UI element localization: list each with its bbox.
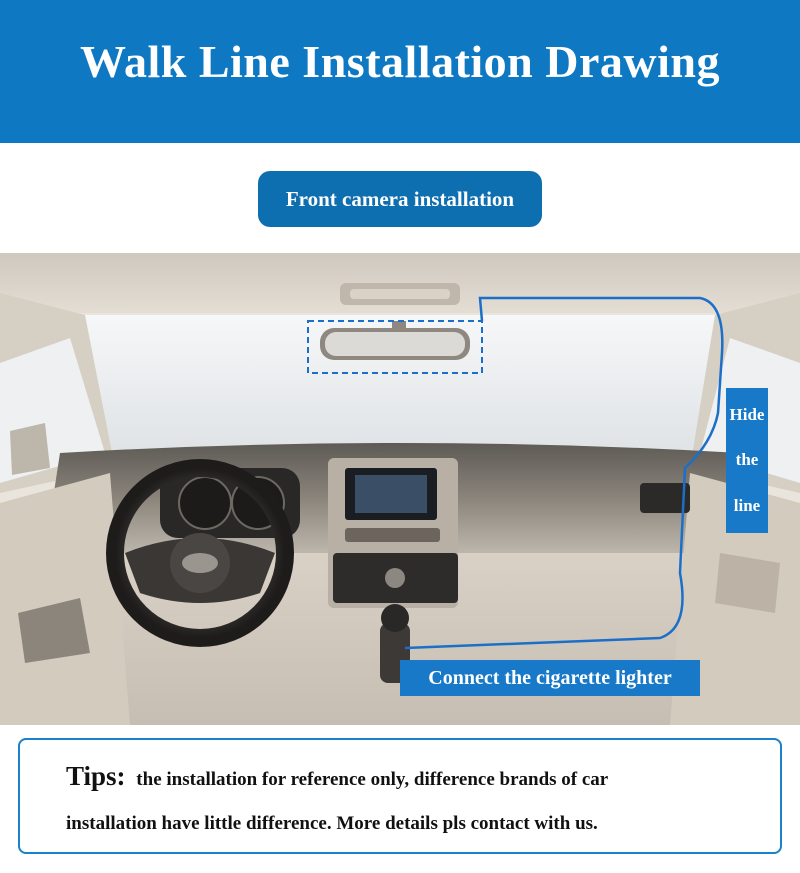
tips-text-2: installation have little difference. More details pls contact with us. — [66, 813, 598, 834]
gear-shift — [381, 604, 409, 632]
hide-line-callout — [726, 388, 768, 533]
tips-text-1: the installation for reference only, difference brands of car — [136, 769, 609, 790]
hide-line-word-2: the — [735, 450, 759, 470]
tips-box — [18, 738, 782, 854]
tips-title: Tips: — [66, 761, 126, 791]
section-label: Front camera installation — [258, 171, 542, 227]
hide-line-word-1: Hide — [729, 404, 765, 424]
car-interior-image — [0, 253, 800, 725]
page-title: Walk Line Installation Drawing — [80, 36, 720, 87]
hide-line-word-3: line — [733, 496, 761, 516]
cigarette-lighter-callout: Connect the cigarette lighter — [400, 660, 700, 696]
tips-line-1 — [66, 754, 762, 802]
header-banner — [0, 0, 800, 143]
